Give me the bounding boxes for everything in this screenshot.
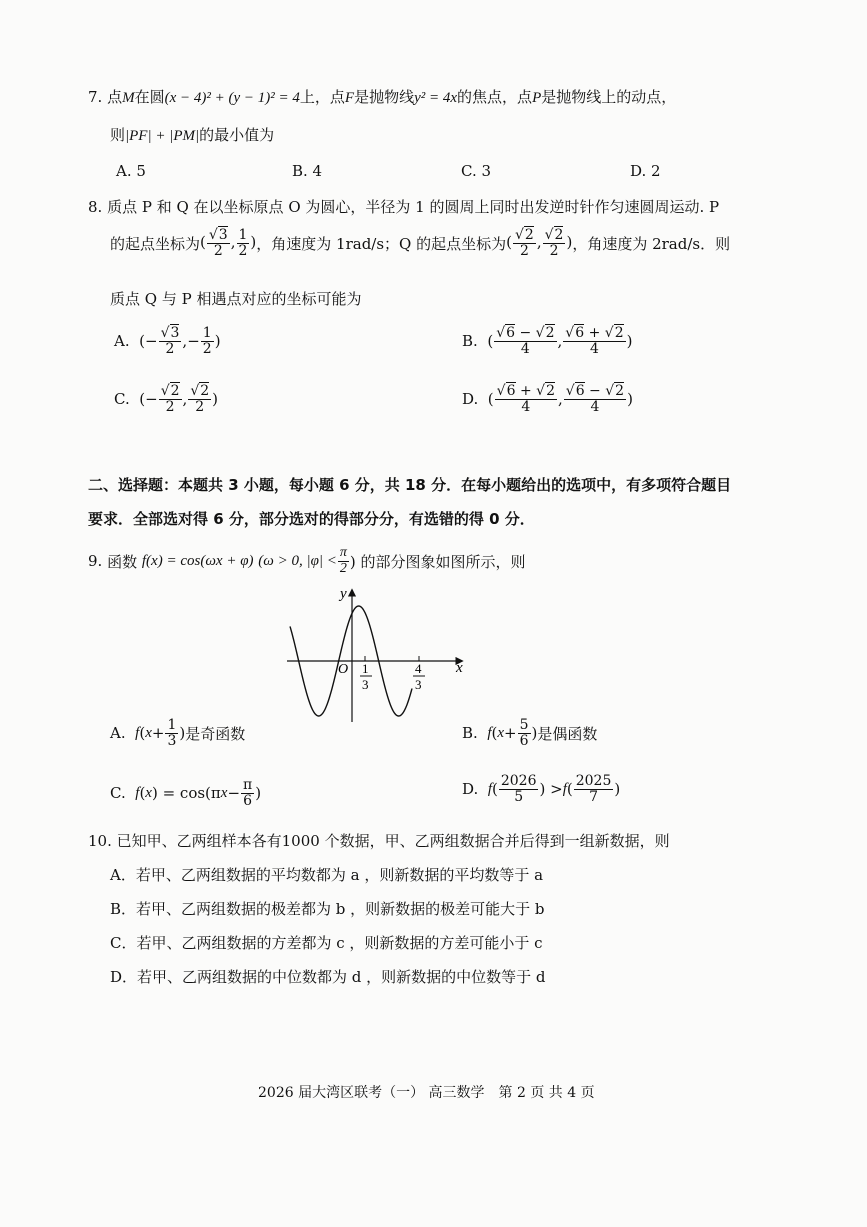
q7-option-b: B. 4 [292, 162, 323, 180]
q8-option-c: C. (− $\frac{√2}{2}$ , $\frac{√2}{2}$ ) [114, 383, 219, 415]
q7-line1 [88, 86, 676, 107]
q8-p-start-coord: ( $\frac{√3}{2}$ , $\frac{1}{2}$ ) [200, 227, 257, 259]
q9-x-label: x [456, 660, 463, 676]
q9-option-b-label: B. [462, 724, 478, 743]
q8-q-start-coord: ( $\frac{√2}{2}$ , $\frac{√2}{2}$ ) [506, 227, 573, 259]
q8-number: 8. [88, 198, 103, 216]
q7-option-d: D. 2 [630, 162, 661, 180]
q7-text: 在圆 [134, 88, 165, 106]
q9-option-b: B. f ( x + $\frac{5}{6}$ ) 是偶函数 [462, 717, 598, 749]
q7-var-f: F [344, 90, 355, 106]
q9-function: f(x) = cos(ωx + φ) [141, 552, 254, 569]
q9-pi-over-2: $\frac{\pi}{2}$ [339, 545, 347, 576]
q9-option-a-label: A. [110, 724, 126, 743]
q8-text: ，角速度为 1rad/s；Q 的起点坐标为 [256, 234, 507, 253]
q7-text: 则 [110, 126, 126, 144]
q9-tick-1-3-den: 3 [362, 677, 369, 692]
q9-number: 9. [88, 552, 103, 571]
q8-text: 质点 P 和 Q 在以坐标原点 O 为圆心，半径为 1 的圆周上同时出发逆时针作匀速圆周运动. P [107, 198, 720, 216]
q9-graph [282, 584, 472, 726]
q8-option-a: A. (− $\frac{√3}{2}$ ,− $\frac{1}{2}$ ) [114, 325, 221, 357]
q7-var-m: M [122, 90, 135, 106]
q9-tick-4-3-num: 4 [415, 661, 422, 676]
q9-option-d-label: D. [462, 780, 479, 799]
q8-option-a-label: A. [114, 332, 130, 351]
q10-option-d: D．若甲、乙两组数据的中位数都为 d ，则新数据的中位数等于 d [110, 968, 546, 986]
section2-line2: 要求．全部选对得 6 分，部分选对的得部分分，有选错的得 0 分． [88, 510, 535, 528]
q7-var-p: P [532, 90, 542, 106]
q8-option-d-label: D. [462, 390, 479, 409]
q10-stem: 10. 已知甲、乙两组样本各有1000 个数据，甲、乙两组数据合并后得到一组新数据，则 [88, 832, 670, 850]
q9-tick-4-3-den: 3 [415, 677, 422, 692]
q7-text: 上，点 [299, 88, 345, 106]
q8-line3: 质点 Q 与 P 相遇点对应的坐标可能为 [110, 290, 362, 308]
page-footer: 2026 届大湾区联考（一） 高三数学 第 2 页 共 4 页 [258, 1085, 595, 1101]
q8-option-b-label: B. [462, 332, 478, 351]
q7-circle-equation: (x − 4)² + (y − 1)² = 4 [164, 90, 300, 106]
q8-option-c-label: C. [114, 390, 130, 409]
q8-line2 [110, 228, 730, 258]
q10-option-b: B．若甲、乙两组数据的极差都为 b ，则新数据的极差可能大于 b [110, 900, 545, 918]
q8-option-b: B. ( $\frac{√6 - √2}{4}$ , $\frac{√6 + √2}{4}$ ) [462, 325, 633, 357]
q10-option-c: C．若甲、乙两组数据的方差都为 c ，则新数据的方差可能小于 c [110, 934, 543, 952]
q8-option-d: D. ( $\frac{√6 + √2}{4}$ , $\frac{√6 - √2}{4}$ ) [462, 383, 633, 415]
q9-text: 函数 [107, 552, 138, 571]
q7-text: 的焦点，点 [457, 88, 533, 106]
q7-option-a: A. 5 [116, 162, 146, 180]
section2-line1: 二、选择题：本题共 3 小题，每小题 6 分，共 18 分．在每小题给出的选项中，有多项符合题目 [88, 476, 732, 494]
q8-text: ，角速度为 2rad/s．则 [572, 234, 731, 253]
q7-parabola-equation: y² = 4x [414, 90, 458, 106]
q9-text: ) 的部分图象如图所示，则 [349, 552, 526, 571]
q9-option-c-label: C. [110, 784, 126, 803]
q7-line2 [110, 124, 274, 145]
q9-y-label: y [340, 586, 347, 602]
q9-tick-1-3-num: 1 [362, 661, 369, 676]
q8-text: 的起点坐标为 [110, 234, 201, 253]
q9-option-a-text: 是奇函数 [185, 724, 246, 743]
q7-text: 点 [107, 88, 123, 106]
q7-text: 是抛物线上的动点， [541, 88, 677, 106]
q9-option-c: C. f ( x ) = cos(π x − $\frac{\pi}{6}$ ) [110, 777, 262, 809]
q8-line1 [88, 196, 719, 217]
q9-stem [88, 546, 526, 576]
q7-expression: |PF| + |PM| [125, 128, 200, 144]
q7-number: 7. [88, 88, 103, 106]
q9-origin-label: O [338, 662, 349, 677]
q7-option-c: C. 3 [461, 162, 492, 180]
q9-option-a: A. f ( x + $\frac{1}{3}$ ) 是奇函数 [110, 717, 246, 749]
q9-condition: (ω > 0, |φ| < [258, 552, 337, 569]
q9-option-b-text: 是偶函数 [537, 724, 598, 743]
q10-option-a: A．若甲、乙两组数据的平均数都为 a ，则新数据的平均数等于 a [110, 866, 544, 884]
q7-text: 是抛物线 [354, 88, 415, 106]
q7-text: 的最小值为 [199, 126, 275, 144]
q9-option-d: D. f ( $\frac{2026}{5}$ ) > f ( $\frac{2025}{7}$ ) [462, 773, 621, 805]
